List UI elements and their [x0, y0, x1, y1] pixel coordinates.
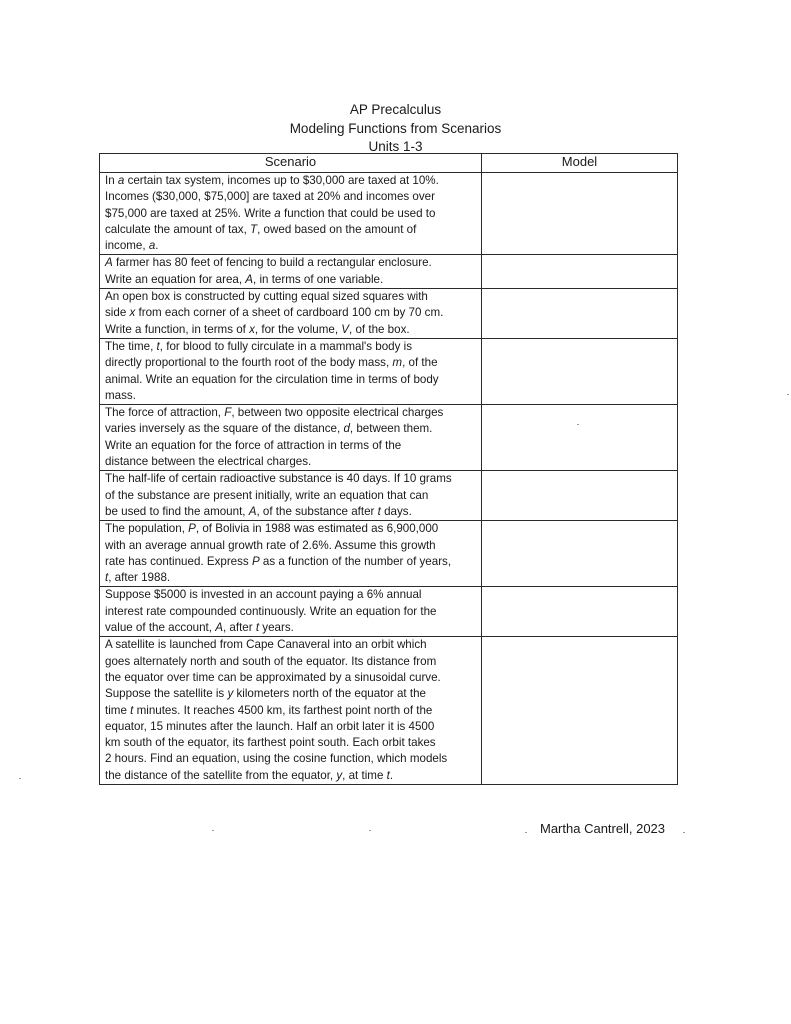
scenario-line: km south of the equator, its farthest point south. Each orbit takes — [105, 736, 436, 750]
table-row — [100, 471, 678, 521]
scenario-line: Write a function, in terms of x, for the volume, V, of the box. — [105, 322, 410, 336]
scenario-line: Write an equation for area, A, in terms of one variable. — [105, 272, 384, 286]
scenario-cell — [100, 637, 482, 785]
model-cell[interactable] — [482, 637, 678, 785]
scenario-cell — [100, 173, 482, 255]
scenario-line: In a certain tax system, incomes up to $30,000 are taxed at 10%. — [105, 174, 439, 187]
scenario-cell — [100, 338, 482, 404]
scenario-line: distance between the electrical charges. — [105, 455, 312, 469]
scenario-line: directly proportional to the fourth root of the body mass, m, of the — [105, 356, 438, 370]
table-row — [100, 637, 678, 785]
table-row — [100, 405, 678, 471]
scan-speck — [577, 424, 579, 425]
scenario-line: rate has continued. Express P as a function of the number of years, — [105, 554, 452, 568]
model-cell[interactable] — [482, 471, 678, 521]
scenario-line: goes alternately north and south of the equator. Its distance from — [105, 654, 437, 668]
scenario-column-header: Scenario — [100, 154, 482, 173]
model-cell[interactable] — [482, 587, 678, 637]
scenario-line: 2 hours. Find an equation, using the cosine function, which models — [105, 752, 448, 766]
units-label: Units 1-3 — [368, 139, 423, 154]
scenario-line: time t minutes. It reaches 4500 km, its farthest point north of the — [105, 703, 433, 717]
scenario-cell — [100, 471, 482, 521]
scenario-line: side x from each corner of a sheet of cardboard 100 cm by 70 cm. — [105, 306, 444, 320]
scenario-line: the equator over time can be approximated by a sinusoidal curve. — [105, 670, 441, 684]
table-body — [100, 173, 678, 785]
scenario-line: of the substance are present initially, write an equation that can — [105, 488, 429, 502]
scenario-line: The force of attraction, F, between two opposite electrical charges — [105, 406, 444, 420]
scenario-line: be used to find the amount, A, of the substance after t days. — [105, 504, 412, 518]
table-row — [100, 255, 678, 289]
document-header — [0, 101, 791, 157]
model-cell[interactable] — [482, 521, 678, 587]
scenario-cell — [100, 521, 482, 587]
scenario-line: An open box is constructed by cutting equal sized squares with — [105, 290, 428, 304]
scan-speck — [212, 830, 214, 831]
model-cell[interactable] — [482, 255, 678, 289]
scan-speck — [19, 778, 21, 779]
model-cell[interactable] — [482, 289, 678, 339]
scenario-line: Suppose $5000 is invested in an account paying a 6% annual — [105, 588, 422, 602]
scenario-line: The population, P, of Bolivia in 1988 was estimated as 6,900,000 — [105, 522, 439, 536]
table-header-row — [100, 154, 678, 173]
table-row — [100, 289, 678, 339]
model-cell[interactable] — [482, 173, 678, 255]
scenario-table — [99, 153, 678, 785]
scenario-line: animal. Write an equation for the circulation time in terms of body — [105, 372, 439, 386]
scenario-cell — [100, 405, 482, 471]
scenario-line: Suppose the satellite is y kilometers north of the equator at the — [105, 687, 426, 701]
scenario-line: the distance of the satellite from the equator, y, at time t. — [105, 768, 394, 782]
scenario-line: equator, 15 minutes after the launch. Half an orbit later it is 4500 — [105, 719, 435, 733]
scenario-cell — [100, 255, 482, 289]
table-row — [100, 173, 678, 255]
scenario-line: mass. — [105, 388, 136, 402]
model-cell[interactable] — [482, 338, 678, 404]
scenario-line: The half-life of certain radioactive substance is 40 days. If 10 grams — [105, 472, 452, 486]
scan-speck — [525, 832, 527, 833]
model-cell[interactable] — [482, 405, 678, 471]
scenario-line: The time, t, for blood to fully circulate in a mammal's body is — [105, 339, 413, 353]
author-credit: Martha Cantrell, 2023 — [540, 821, 666, 836]
course-title: AP Precalculus — [349, 102, 442, 117]
scenario-line: t, after 1988. — [105, 571, 171, 585]
scenario-line: Write an equation for the force of attraction in terms of the — [105, 438, 402, 452]
scenario-line: A farmer has 80 feet of fencing to build a rectangular enclosure. — [105, 256, 432, 270]
scenario-cell — [100, 289, 482, 339]
worksheet-title: Modeling Functions from Scenarios — [289, 120, 502, 136]
table-row — [100, 587, 678, 637]
scenario-cell — [100, 587, 482, 637]
scenario-line: income, a. — [105, 239, 159, 253]
scenario-line: A satellite is launched from Cape Canaveral into an orbit which — [105, 638, 427, 652]
scenario-line: with an average annual growth rate of 2.6%. Assume this growth — [105, 538, 436, 552]
model-column-header: Model — [482, 154, 678, 173]
scenario-line: Incomes ($30,000, $75,000] are taxed at 20% and incomes over — [105, 190, 435, 204]
scenario-line: $75,000 are taxed at 25%. Write a function that could be used to — [105, 206, 436, 220]
table-row — [100, 338, 678, 404]
scenario-line: calculate the amount of tax, T, owed based on the amount of — [105, 222, 417, 236]
scenario-line: value of the account, A, after t years. — [105, 621, 294, 635]
scenario-line: interest rate compounded continuously. Write an equation for the — [105, 604, 437, 618]
scan-speck — [369, 830, 371, 831]
scan-speck — [787, 394, 789, 395]
scan-speck — [683, 832, 685, 833]
table-row — [100, 521, 678, 587]
scenario-line: varies inversely as the square of the distance, d, between them. — [105, 422, 433, 436]
